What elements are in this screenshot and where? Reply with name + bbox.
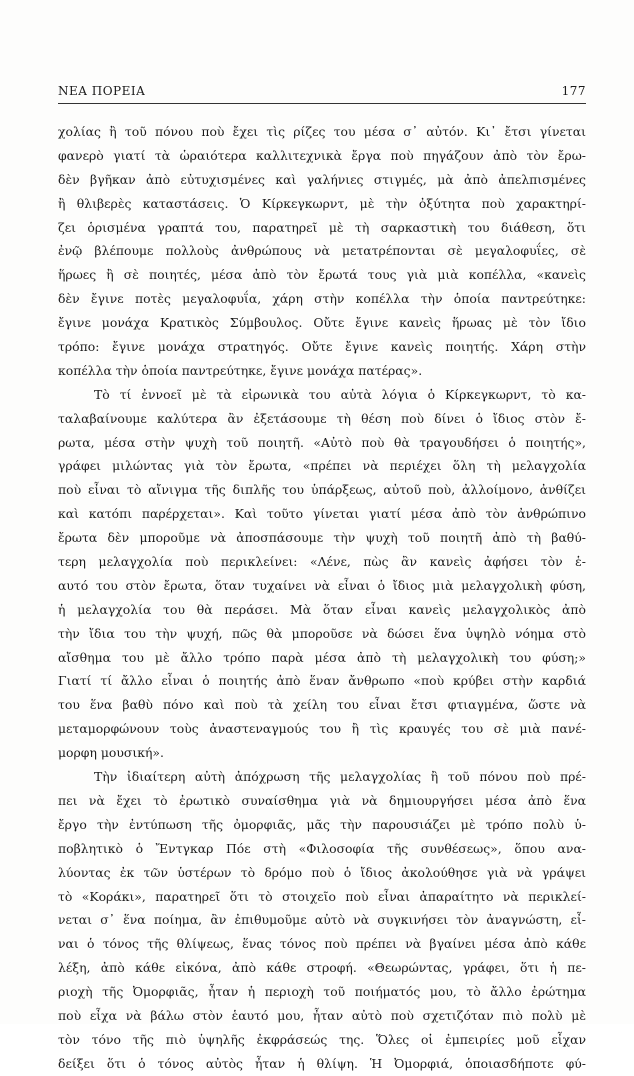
text-line: ρωτα, μέσα στὴν ψυχὴ τοῦ ποιητῆ. «Αὐτὸ ποὺ θὰ τραγουδήσει ὁ ποιητής», bbox=[58, 434, 586, 450]
text-line: φανερὸ γιατί τὰ ὡραιότερα καλλιτεχνικὰ ἔργα ποὺ πηγάζουν ἀπὸ τὸν ἔρω- bbox=[58, 147, 586, 163]
text-line: πει νὰ ἔχει τὸ ἐρωτικὸ συναίσθημα γιὰ νὰ δημιουργήσει μέσα ἀπὸ ἕνα bbox=[58, 792, 586, 808]
text-line: ἐνῷ βλέπουμε πολλοὺς ἀνθρώπους νὰ μετατρέπονται σὲ μεγαλοφυΐες, σὲ bbox=[58, 243, 586, 259]
text-line: ποβλητικὸ ὁ Ἔντγκαρ Πόε στὴ «Φιλοσοφία τῆς συνθέσεως», ὅπου ανα- bbox=[58, 840, 586, 856]
text-line: νεται σ᾽ ἕνα ποίημα, ἂν ἐπιθυμοῦμε αὐτὸ νὰ συγκινήσει τὸν ἀναγνώστη, εἶ- bbox=[58, 912, 586, 928]
text-line: Τὴν ἰδιαίτερη αὐτὴ ἀπόχρωση τῆς μελαγχολίας ἢ τοῦ πόνου ποὺ πρέ- bbox=[94, 769, 586, 785]
text-line: ζει ὁρισμένα γραπτά του, παρατηρεῖ μὲ τὴ σαρκαστικὴ του διάθεση, ὅτι bbox=[58, 219, 586, 235]
text-line: αἴσθημα του μὲ ἄλλο τρόπο παρὰ μέσα ἀπὸ τὴ μελαγχολικὴ του φύση;» bbox=[58, 649, 586, 665]
text-line: λύοντας ἐκ τῶν ὑστέρων τὸ δρόμο ποὺ ὁ ἴδιος ἀκολούθησε γιὰ νὰ γράψει bbox=[58, 864, 586, 880]
text-line: δείξει ὅτι ὁ τόνος αὐτὸς ἦταν ἡ θλίψη. Ἡ Ὀμορφιά, ὁποιασδήποτε φύ- bbox=[58, 1055, 586, 1071]
header-rule bbox=[58, 103, 586, 104]
text-line: ἔργο τὴν ἐντύπωση τῆς ὀμορφιᾶς, μᾶς τὴν παρουσιάζει μὲ τρόπο πολὺ ὑ- bbox=[58, 816, 586, 832]
text-line: ταλαβαίνουμε καλύτερα ἂν ἐξετάσουμε τὴ θέση ποὺ δίνει ὁ ἴδιος στὸν ἔ- bbox=[58, 410, 586, 426]
text-line: ἢ θλιβερὲς καταστάσεις. Ὁ Κίρκεγκωρντ, μὲ τὴν ὀξύτητα ποὺ χαρακτηρί- bbox=[58, 195, 586, 211]
text-line: του ἕνα βαθὺ πόνο καὶ ποὺ τὰ χείλη του εἶναι ἔτσι φτιαγμένα, ὥστε νὰ bbox=[58, 697, 586, 713]
text-line: ποὺ εἶναι τὸ αἴνιγμα τῆς διπλῆς του ὑπάρξεως, αὐτοῦ ποὺ, ἀλλοίμονο, ἀνθίζει bbox=[58, 482, 586, 498]
text-line: κοπέλλα τὴν ὁποία παντρεύτηκε, ἔγινε μονάχα πατέρας». bbox=[58, 362, 423, 378]
text-line: τὴν ἴδια του τὴν ψυχή, πῶς θὰ μποροῦσε νὰ δώσει ἕνα ὑψηλὸ νόημα στὸ bbox=[58, 625, 586, 641]
text-line: Τὸ τί ἐννοεῖ μὲ τὰ εἰρωνικὰ του αὐτὰ λόγια ὁ Κίρκεγκωρντ, τὸ κα- bbox=[94, 386, 586, 402]
text-line: χολίας ἢ τοῦ πόνου ποὺ ἔχει τὶς ρίζες του μέσα σ᾽ αὐτόν. Κι᾽ ἔτσι γίνεται bbox=[58, 124, 586, 139]
text-line: τὸν τόνο τῆς πιὸ ὑψηλῆς ἐκφράσεώς της. Ὅλες οἱ ἐμπειρίες μοῦ εἶχαν bbox=[58, 1031, 586, 1047]
text-line: ποὺ εἶχα νὰ βάλω στὸν ἑαυτό μου, ἦταν αὐτὸ ποὺ σχετιζόταν πιὸ πολὺ μὲ bbox=[58, 1007, 586, 1023]
text-line: μεταμορφώνουν τοὺς ἀναστεναγμούς του ἢ τὶς κραυγές του σὲ μιὰ πανέ- bbox=[58, 721, 586, 737]
text-line: γράφει μιλώντας γιὰ τὸν ἔρωτα, «πρέπει νὰ περιέχει ὅλη τὴ μελαγχολία bbox=[58, 458, 586, 474]
text-line: ναι ὁ τόνος τῆς θλίψεως, ἕνας τόνος ποὺ πρέπει νὰ βγαίνει μέσα ἀπὸ κάθε bbox=[58, 936, 586, 952]
text-line: λέξη, ἀπὸ κάθε εἰκόνα, ἀπὸ κάθε στροφή. «Θεωρώντας, γράφει, ὅτι ἡ πε- bbox=[58, 960, 586, 976]
body-text bbox=[58, 120, 586, 1076]
text-line: ἔγινε μονάχα Κρατικὸς Σύμβουλος. Οὔτε ἔγινε κανεὶς ἥρωας μὲ τὸν ἴδιο bbox=[58, 315, 586, 331]
text-line: τὸ «Κοράκι», παρατηρεῖ ὅτι τὸ στοιχεῖο ποὺ εἶναι ἀπαραίτητο νὰ περικλεί- bbox=[58, 888, 586, 904]
text-line: ριοχὴ τῆς Ὀμορφιᾶς, ἦταν ἡ περιοχὴ τοῦ ποιήματός μου, τὸ ἄλλο ἐρώτημα bbox=[58, 984, 586, 1000]
running-head bbox=[58, 84, 586, 102]
text-line: Γιατί τί ἄλλο εἶναι ὁ ποιητής ἀπὸ ἕναν ἄνθρωπο «ποὺ κρύβει στὴν καρδιά bbox=[58, 673, 586, 689]
text-line: ἡ μελαγχολία του θὰ περάσει. Μὰ ὅταν εἶναι κανεὶς μελαγχολικὸς ἀπὸ bbox=[58, 601, 586, 617]
journal-title: ΝΕΑ ΠΟΡΕΙΑ bbox=[58, 84, 146, 98]
text-line: αυτό του στὸν ἔρωτα, ὅταν τυχαίνει νὰ εἶναι ὁ ἴδιος μιὰ μελαγχολικὴ φύση, bbox=[58, 577, 586, 593]
text-line: μορφη μουσική». bbox=[58, 745, 164, 761]
text-line: ἥρωες ἢ σὲ ποιητές, μέσα ἀπὸ τὸν ἔρωτά τους γιὰ μιὰ κοπέλλα, «κανεὶς bbox=[58, 267, 586, 283]
text-line: καὶ κατόπι παρέρχεται». Καὶ τοῦτο γίνεται γιατί μέσα ἀπὸ τὸν ἀνθρώπινο bbox=[58, 506, 586, 522]
text-line: δὲν ἔγινε ποτὲς μεγαλοφυΐα, χάρη στὴν κοπέλλα τὴν ὁποία παντρεύτηκε: bbox=[58, 291, 586, 307]
text-line: τερη μελαγχολία ποὺ περικλείνει: «Λένε, πὼς ἂν κανεὶς ἀφήσει τὸν ἑ- bbox=[58, 554, 586, 570]
text-line: ἔρωτα δὲν μποροῦμε νὰ ἀποσπάσουμε τὴν ψυχὴ τοῦ ποιητῆ ἀπὸ τὴ βαθύ- bbox=[58, 530, 586, 546]
page-number: 177 bbox=[561, 84, 586, 98]
text-line: τρόπο: ἔγινε μονάχα στρατηγός. Οὔτε ἔγινε κανεὶς ποιητής. Χάρη στὴν bbox=[58, 339, 586, 355]
text-line: δὲν βγῆκαν ἀπὸ εὐτυχισμένες καὶ γαλήνιες στιγμές, μὰ ἀπὸ ἀπελπισμένες bbox=[58, 171, 586, 187]
